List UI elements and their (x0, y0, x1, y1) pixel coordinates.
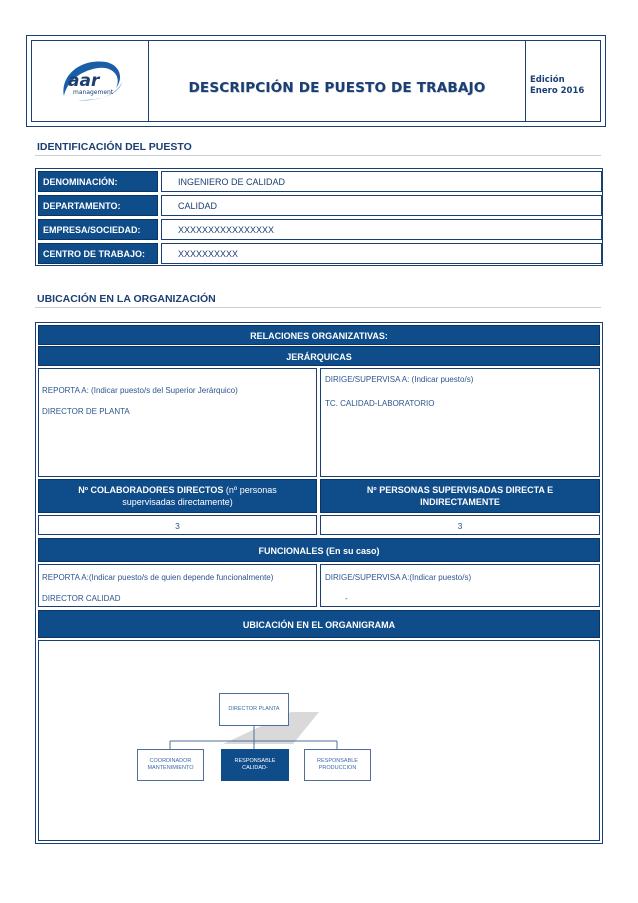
colaboradores-bold: Nº COLABORADORES DIRECTOS (78, 485, 224, 495)
jerarquicas-title: JERÁRQUICAS (38, 346, 600, 366)
reporta-value: DIRECTOR DE PLANTA (42, 407, 130, 416)
org-box-responsable-produccion (304, 749, 371, 781)
organigrama-area (38, 640, 600, 841)
reporta-cell (38, 368, 317, 477)
edition-date: Enero 2016 (530, 86, 585, 96)
org-box-label: DIRECTOR PLANTA (228, 706, 280, 713)
colaboradores-note-1: (nº personas (223, 485, 277, 495)
supervisadas-line2: INDIRECTAMENTE (420, 496, 500, 507)
identification-table (35, 168, 603, 266)
org-box-label: RESPONSABLE CALIDAD- (234, 758, 276, 771)
supervisadas-header (320, 479, 600, 513)
dirige-value: TC. CALIDAD-LABORATORIO (325, 399, 435, 408)
org-box-label: PRODUCCION (318, 765, 357, 771)
section-underline (35, 155, 601, 156)
funcionales-title: FUNCIONALES (En su caso) (38, 538, 600, 562)
colaboradores-count-cell (38, 515, 317, 535)
company-logo (58, 56, 126, 102)
section-heading-identificacion: IDENTIFICACIÓN DEL PUESTO (37, 141, 192, 153)
field-label-empresa: EMPRESA/SOCIEDAD: (38, 219, 158, 240)
org-box-director-planta (219, 693, 289, 726)
document-title: DESCRIPCIÓN DE PUESTO DE TRABAJO (188, 80, 486, 96)
field-value-departamento: CALIDAD (161, 195, 602, 216)
org-box-label: COORDINADOR (149, 758, 192, 765)
supervisadas-count: 3 (457, 521, 463, 531)
func-dirige-value: - (345, 594, 348, 603)
logo-text: aar (68, 71, 100, 91)
org-box-label: MANTENIMIENTO (147, 765, 194, 771)
org-box-responsable-calidad (221, 749, 289, 781)
supervisadas-count-cell (320, 515, 600, 535)
dirige-cell (320, 368, 600, 477)
colaboradores-note-2: supervisadas directamente) (122, 496, 233, 507)
section-underline (35, 307, 601, 308)
supervisadas-line1: Nº PERSONAS SUPERVISADAS DIRECTA E (366, 485, 554, 495)
org-connectors (39, 641, 599, 841)
field-label-centro: CENTRO DE TRABAJO: (38, 243, 158, 264)
organigrama-title: UBICACIÓN EN EL ORGANIGRAMA (38, 610, 600, 638)
section-heading-ubicacion: UBICACIÓN EN LA ORGANIZACIÓN (37, 293, 216, 305)
func-dirige-label: DIRIGE/SUPERVISA A:(Indicar puesto/s) (325, 573, 472, 582)
header-divider-left (148, 40, 149, 122)
colaboradores-header (38, 479, 317, 513)
relaciones-title: RELACIONES ORGANIZATIVAS: (38, 325, 600, 345)
organization-table (35, 322, 603, 844)
func-reporta-label: REPORTA A:(Indicar puesto/s de quien depende funcionalmente) (42, 573, 274, 582)
field-value-denominacion: INGENIERO DE CALIDAD (161, 171, 602, 192)
header-divider-right (525, 40, 526, 122)
org-box-coordinador-mantenimiento (137, 749, 204, 781)
field-label-departamento: DEPARTAMENTO: (38, 195, 158, 216)
colaboradores-count: 3 (175, 521, 180, 531)
func-dirige-cell (320, 564, 600, 607)
reporta-label: REPORTA A: (Indicar puesto/s del Superior Jerárquico) (42, 386, 238, 395)
field-value-empresa: XXXXXXXXXXXXXXXX (161, 219, 602, 240)
org-box-label: RESPONSABLE (317, 758, 358, 765)
func-reporta-cell (38, 564, 317, 607)
field-value-centro: XXXXXXXXXX (161, 243, 602, 264)
func-reporta-value: DIRECTOR CALIDAD (42, 594, 121, 603)
dirige-label: DIRIGE/SUPERVISA A: (Indicar puesto/s) (325, 375, 474, 384)
logo-subtext: management (73, 89, 114, 96)
edition-label: Edición (530, 75, 565, 85)
field-label-denominacion: DENOMINACIÓN: (38, 171, 158, 192)
